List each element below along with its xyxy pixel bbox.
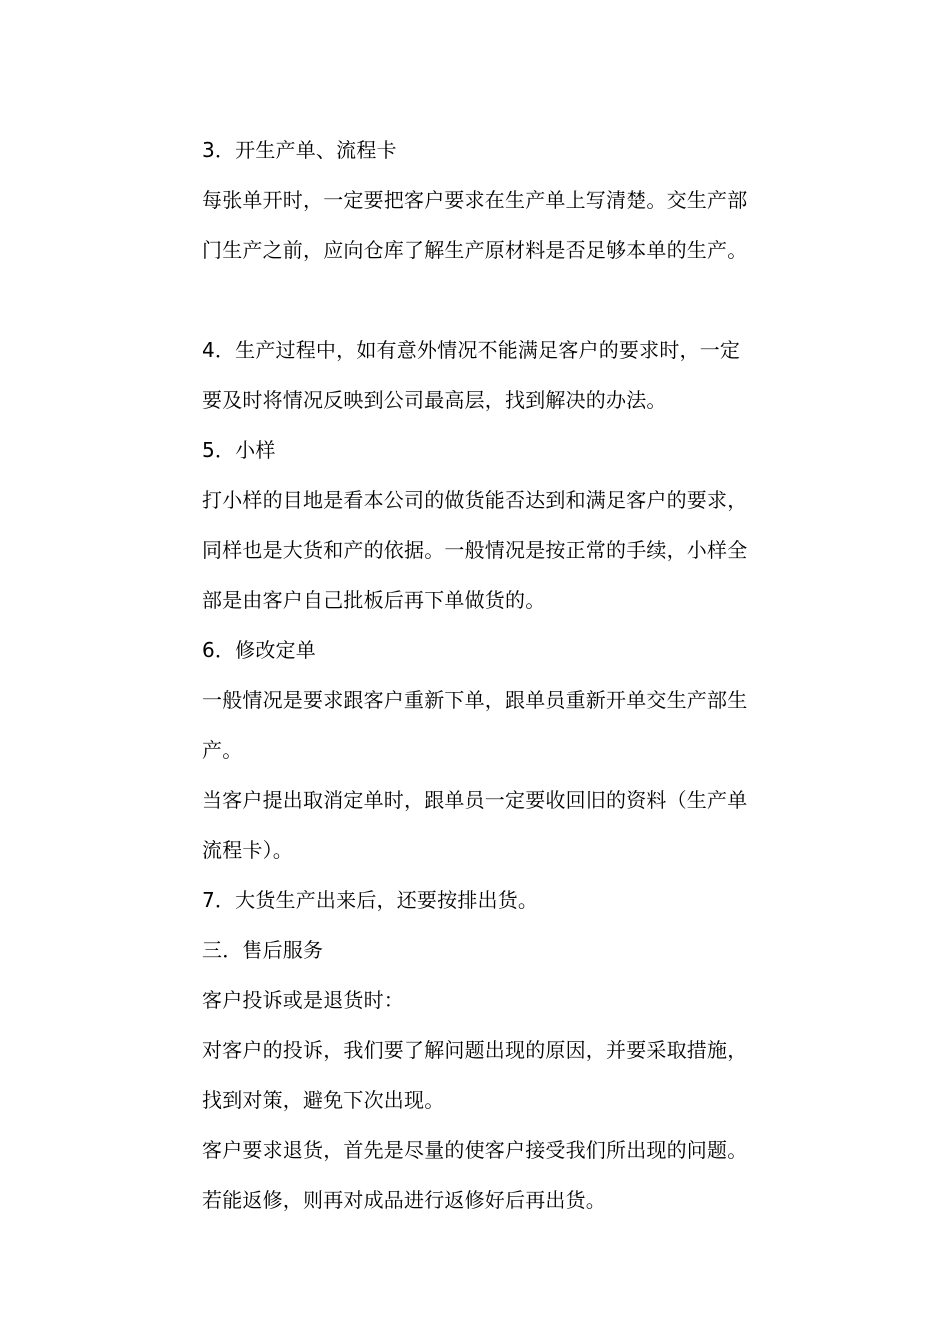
paragraph-line: 当客户提出取消定单时，跟单员一定要收回旧的资料（生产单 xyxy=(202,788,748,812)
section-heading-3: 3．开生产单、流程卡 xyxy=(202,138,397,162)
paragraph-line: 客户要求退货，首先是尽量的使客户接受我们所出现的问题。 xyxy=(202,1138,748,1162)
paragraph-line: 找到对策，避免下次出现。 xyxy=(202,1088,445,1112)
section-heading-7: 7．大货生产出来后，还要按排出货。 xyxy=(202,888,539,912)
paragraph-line: 产。 xyxy=(202,738,243,762)
section-heading-4: 4．生产过程中，如有意外情况不能满足客户的要求时，一定 xyxy=(202,338,741,362)
paragraph-line: 一般情况是要求跟客户重新下单，跟单员重新开单交生产部生 xyxy=(202,688,748,712)
paragraph-line: 要及时将情况反映到公司最高层，找到解决的办法。 xyxy=(202,388,667,412)
paragraph-line: 对客户的投诉，我们要了解问题出现的原因，并要采取措施， xyxy=(202,1038,748,1062)
section-heading-after-sales: 三．售后服务 xyxy=(202,938,324,962)
paragraph-line: 流程卡）。 xyxy=(202,838,293,862)
paragraph-line: 同样也是大货和产的依据。一般情况是按正常的手续，小样全 xyxy=(202,538,748,562)
paragraph-line: 客户投诉或是退货时： xyxy=(202,988,404,1012)
section-heading-6: 6．修改定单 xyxy=(202,638,316,662)
document-page xyxy=(202,125,810,1225)
paragraph-line: 门生产之前，应向仓库了解生产原材料是否足够本单的生产。 xyxy=(202,238,748,262)
paragraph-line: 每张单开时，一定要把客户要求在生产单上写清楚。交生产部 xyxy=(202,188,748,212)
paragraph-line: 部是由客户自己批板后再下单做货的。 xyxy=(202,588,546,612)
blank-line xyxy=(202,275,810,325)
section-heading-5: 5．小样 xyxy=(202,438,276,462)
paragraph-line: 若能返修，则再对成品进行返修好后再出货。 xyxy=(202,1188,606,1212)
paragraph-line: 打小样的目地是看本公司的做货能否达到和满足客户的要求， xyxy=(202,488,748,512)
